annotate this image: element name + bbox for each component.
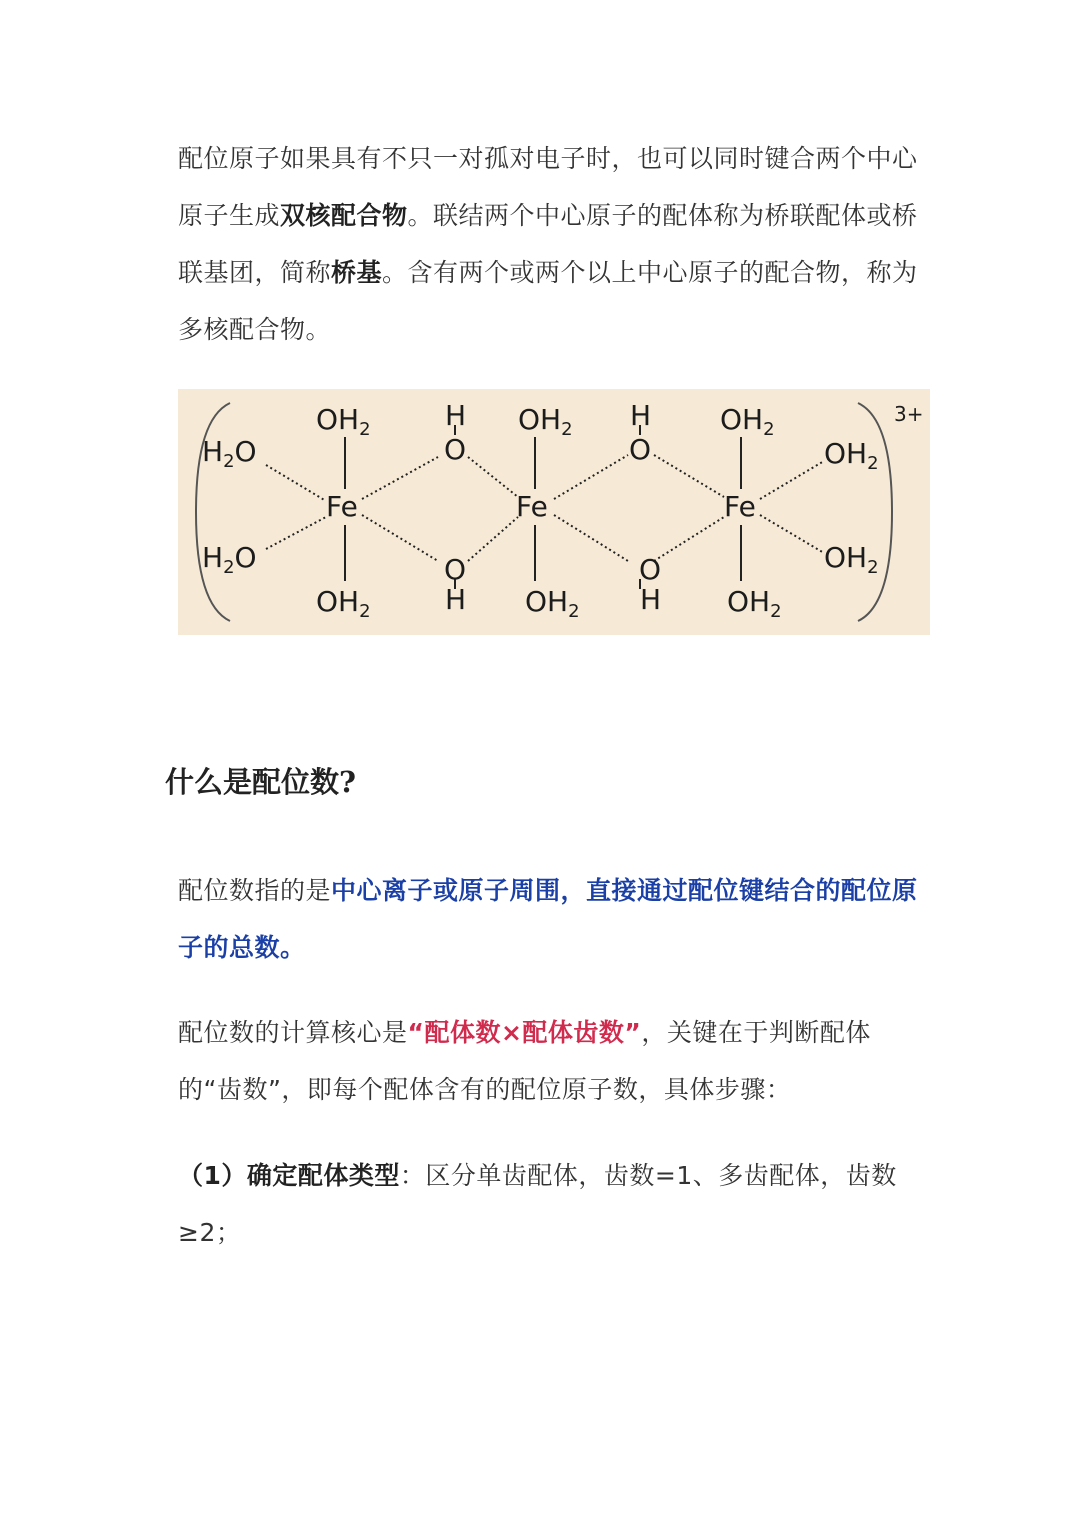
label-h: H	[445, 399, 467, 432]
label-oh: OH	[720, 403, 764, 436]
text: 配位数指的是	[178, 876, 332, 905]
charge-label: 3+	[894, 402, 924, 426]
label-oh: OH	[824, 541, 868, 574]
label-fe: Fe	[516, 490, 548, 523]
iron-complex-structure	[178, 389, 930, 635]
label-subscript: 2	[223, 557, 235, 578]
term-dinuclear-complex: 双核配合物	[280, 201, 408, 230]
label-o: O	[234, 541, 257, 574]
label-h: H	[445, 583, 467, 616]
paragraph-dinuclear	[178, 130, 918, 358]
highlight-formula: “配体数×配体齿数”	[407, 1018, 642, 1047]
label-o: O	[639, 553, 662, 586]
text: 配位原子如果具有不只一对孤对电子时，也可以同时键合两个中心原子生成	[178, 144, 918, 230]
label-subscript: 2	[359, 601, 371, 622]
label-oh: OH	[316, 585, 360, 618]
label-subscript: 2	[359, 419, 371, 440]
label-o: O	[444, 433, 467, 466]
step-1-title: （1）确定配体类型	[178, 1161, 400, 1190]
label-o: O	[444, 553, 467, 586]
label-oh: OH	[525, 585, 569, 618]
paragraph-calculation	[178, 1004, 918, 1118]
label-o: O	[629, 433, 652, 466]
text: 配位数的计算核心是	[178, 1018, 408, 1047]
highlight-definition: 中心离子或原子周围，直接通过配位键结合的配位原子的总数。	[178, 876, 918, 962]
text: ：区分单齿配体，齿数=1、多齿配体，齿数≥2；	[178, 1161, 897, 1247]
section-heading: 什么是配位数?	[165, 765, 356, 799]
label-fe: Fe	[724, 490, 756, 523]
label-fe: Fe	[326, 490, 358, 523]
iron-complex-figure	[178, 389, 930, 635]
label-h: H	[630, 399, 652, 432]
label-subscript: 2	[568, 601, 580, 622]
label-oh: OH	[824, 437, 868, 470]
label-subscript: 2	[867, 453, 879, 474]
paragraph-definition	[178, 862, 918, 976]
text: 。联结两个中心原子的配体称为桥联配体或桥联基团，简称	[178, 201, 918, 287]
text: ，关键在于判断配体的“齿数”，即每个配体含有的配位原子数，具体步骤：	[178, 1018, 871, 1104]
label-subscript: 2	[867, 557, 879, 578]
label-o: O	[234, 435, 257, 468]
label-oh: OH	[727, 585, 771, 618]
label-subscript: 2	[770, 601, 782, 622]
term-bridging-group: 桥基	[331, 258, 383, 287]
label-oh: OH	[316, 403, 360, 436]
label-subscript: 2	[763, 419, 775, 440]
label-subscript: 2	[561, 419, 573, 440]
text: 。含有两个或两个以上中心原子的配合物，称为多核配合物。	[178, 258, 918, 344]
label-subscript: 2	[223, 451, 235, 472]
label-h: H	[202, 435, 224, 468]
label-h: H	[202, 541, 224, 574]
paragraph-step-1	[178, 1147, 918, 1261]
label-h: H	[640, 583, 662, 616]
label-oh: OH	[518, 403, 562, 436]
